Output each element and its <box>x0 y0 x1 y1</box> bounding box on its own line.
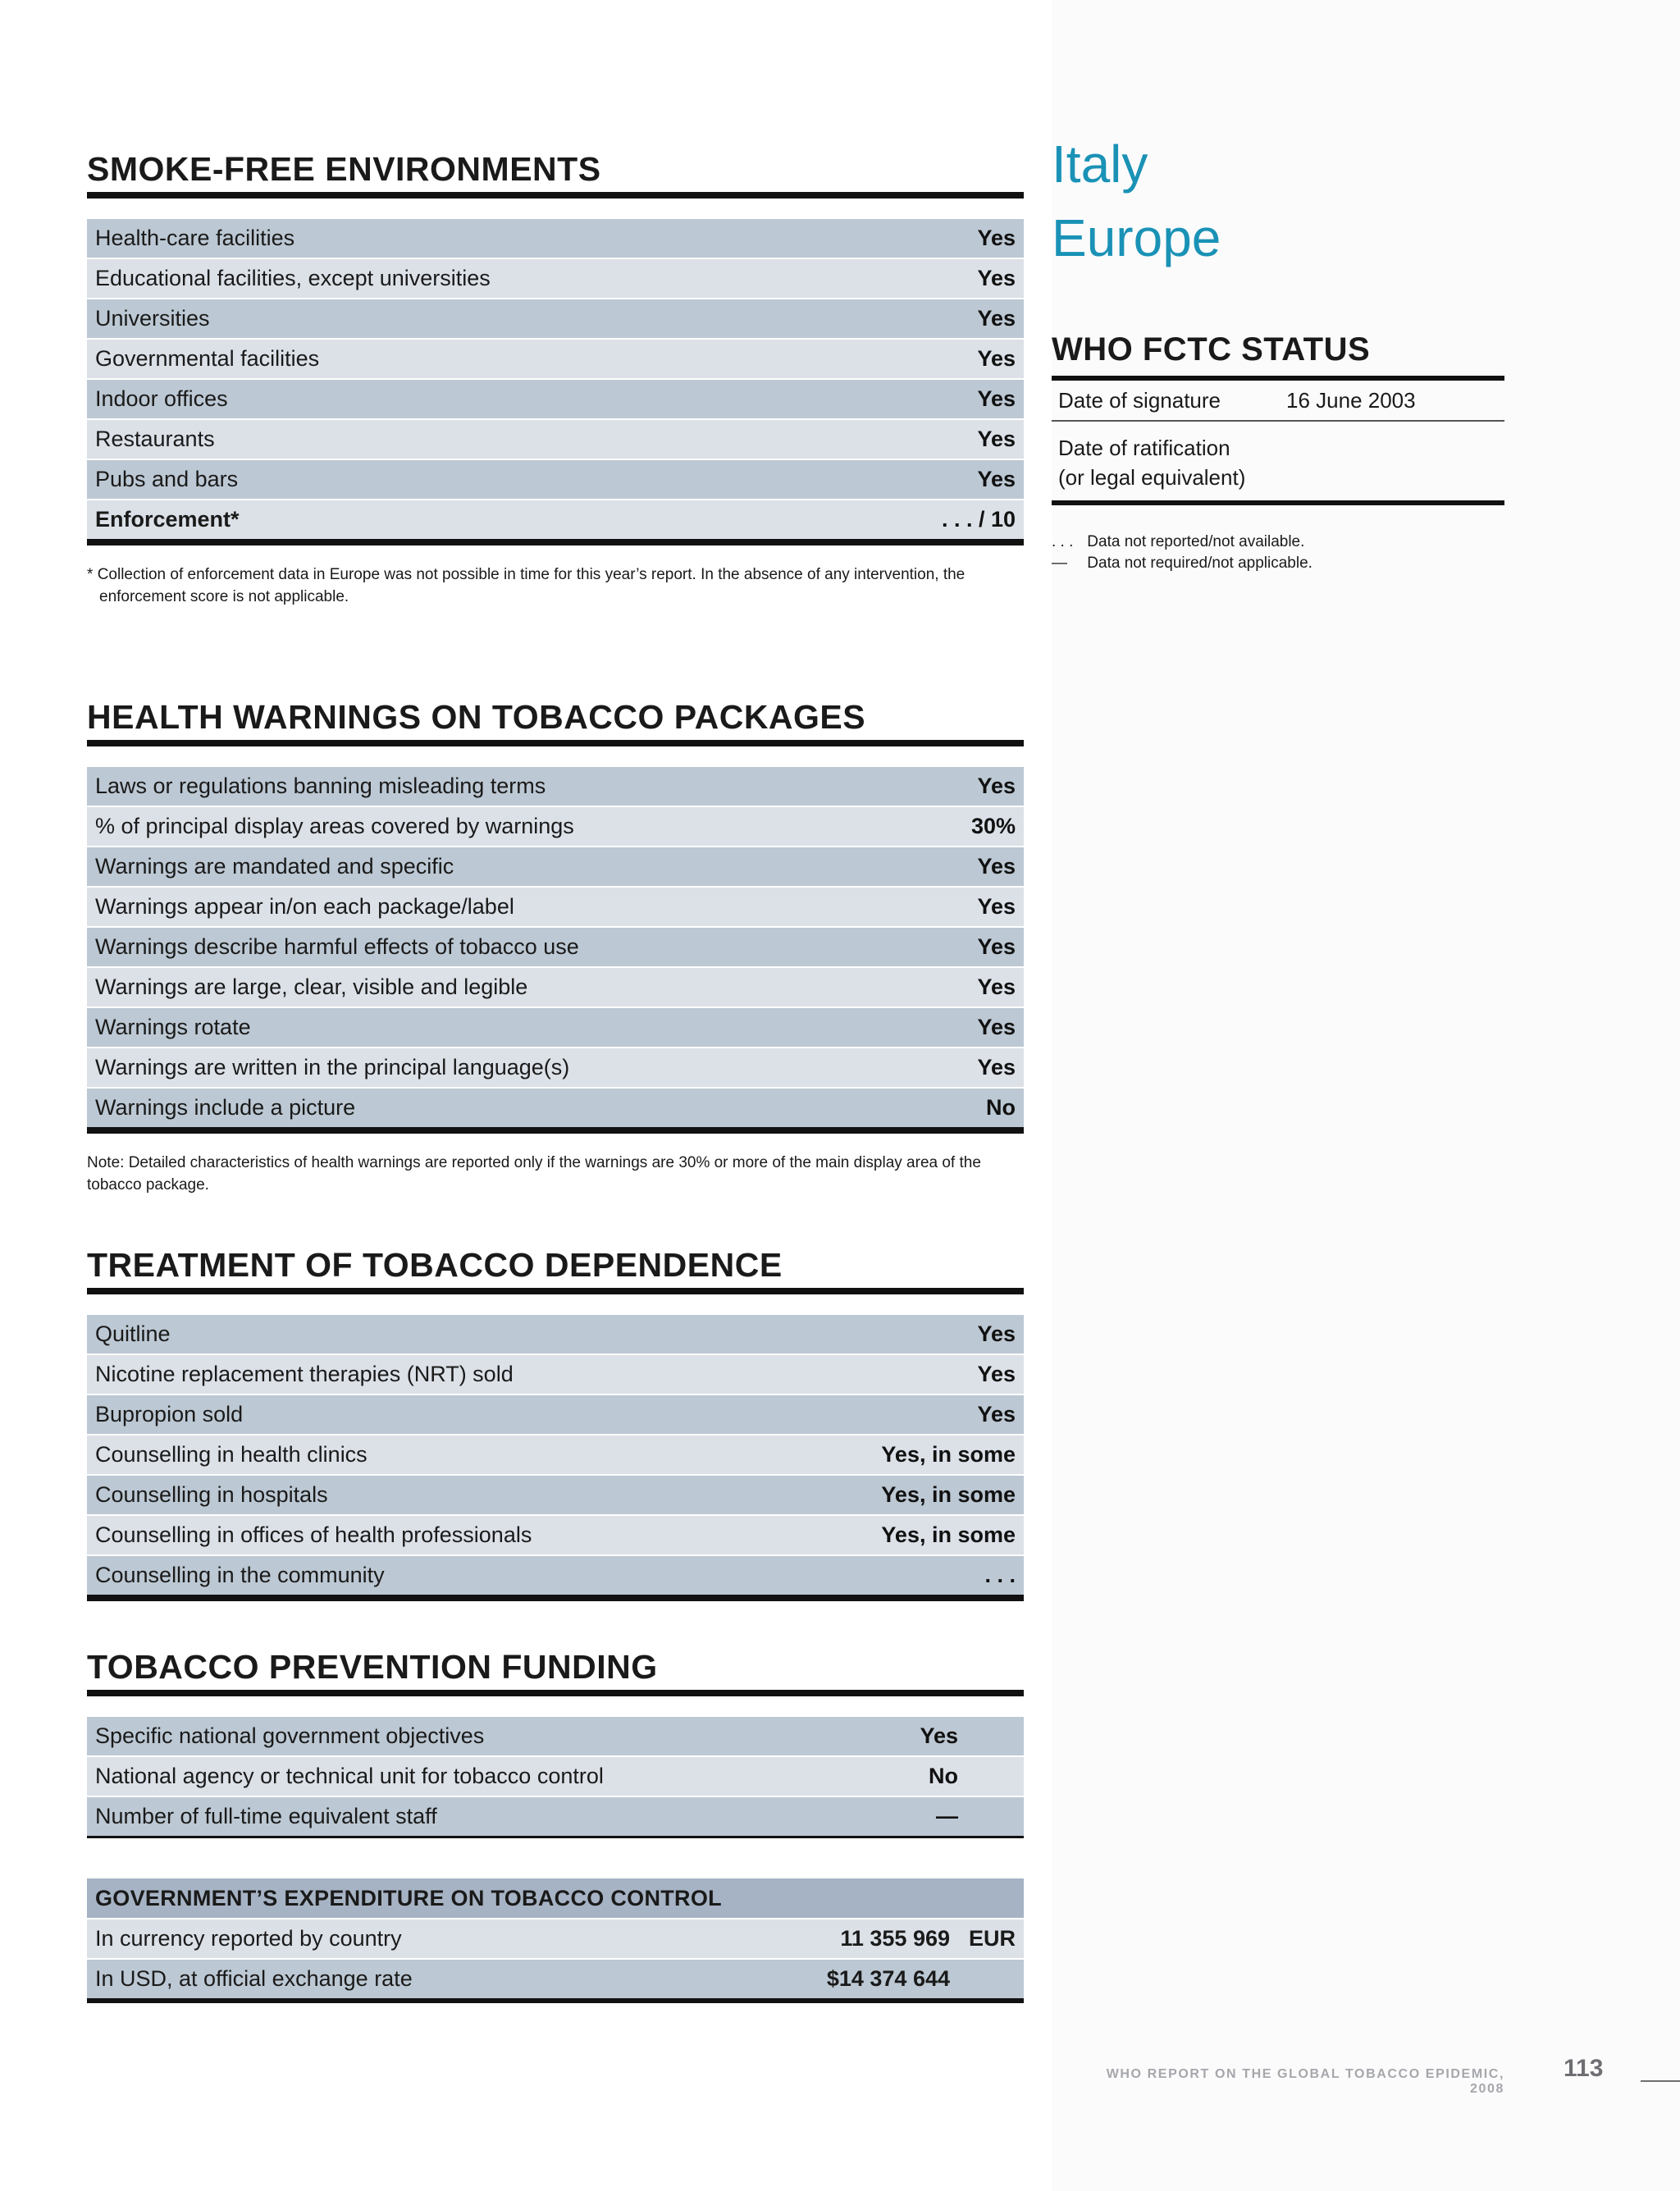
table-row <box>87 259 1024 299</box>
ratification-label-line-1: Date of ratification <box>1058 436 1230 460</box>
row-label: Warnings rotate <box>87 1008 922 1048</box>
row-value: Yes <box>922 928 1024 968</box>
row-value: No <box>922 1089 1024 1127</box>
table-row <box>87 1919 1024 1960</box>
funding-section <box>87 1646 1024 1838</box>
legend-text: Data not reported/not available. <box>1087 533 1305 550</box>
row-value: Yes <box>856 259 1024 299</box>
row-value: Yes <box>922 1008 1024 1048</box>
health-warnings-section <box>87 696 1024 1196</box>
row-label: Counselling in offices of health professionals <box>87 1516 790 1556</box>
table-bottom-rule <box>87 1998 1024 2003</box>
row-value: Yes <box>790 1355 1024 1395</box>
section-rule <box>87 1690 1024 1696</box>
table-bottom-rule <box>87 1836 1024 1838</box>
row-value: Yes <box>922 847 1024 888</box>
page-number-rule <box>1641 2080 1680 2082</box>
row-label: Indoor offices <box>87 380 856 420</box>
table-row <box>87 1516 1024 1556</box>
row-value: Yes <box>790 1315 1024 1355</box>
row-value: Yes <box>856 219 1024 259</box>
row-label: Counselling in the community <box>87 1556 790 1595</box>
row-value: Yes <box>922 968 1024 1008</box>
row-label: Counselling in hospitals <box>87 1476 790 1516</box>
section-title: SMOKE-FREE ENVIRONMENTS <box>87 150 601 188</box>
enforcement-score: . . . / 10 <box>856 500 1024 539</box>
health-warnings-table <box>87 767 1024 1127</box>
table-row <box>87 1315 1024 1355</box>
fctc-status-section <box>1052 328 1504 505</box>
legend-text: Data not required/not applicable. <box>1087 555 1312 572</box>
row-label: Number of full-time equivalent staff <box>87 1797 859 1836</box>
footnote-mark: * <box>87 566 94 583</box>
row-label: Educational facilities, except universities <box>87 259 856 299</box>
table-row <box>87 888 1024 928</box>
table-bottom-rule <box>87 539 1024 545</box>
report-title-footer: WHO REPORT ON THE GLOBAL TOBACCO EPIDEMIC, 2008 <box>1106 2067 1504 2096</box>
footnote-text: Collection of enforcement data in Europe was not possible in time for this year’s report. In the absence of any intervention, the enforcement score is not applicable. <box>97 566 966 605</box>
row-value: Yes <box>856 299 1024 340</box>
row-label: Warnings describe harmful effects of tobacco use <box>87 928 922 968</box>
ratification-label-line-2: (or legal equivalent) <box>1058 465 1246 490</box>
section-rule <box>87 1288 1024 1294</box>
legend-symbol: — <box>1052 555 1067 572</box>
health-warnings-note: Note: Detailed characteristics of health warnings are reported only if the warnings are 30% or more of the main display area of the tobacco package. <box>87 1154 981 1194</box>
row-value: Yes <box>859 1717 1024 1757</box>
section-title: TOBACCO PREVENTION FUNDING <box>87 1648 658 1686</box>
table-bottom-rule <box>87 1127 1024 1134</box>
row-value: Yes, in some <box>790 1516 1024 1556</box>
row-label: Quitline <box>87 1315 790 1355</box>
table-row <box>87 767 1024 807</box>
row-value: Yes <box>856 420 1024 460</box>
table-row <box>87 1436 1024 1476</box>
row-label: Warnings appear in/on each package/label <box>87 888 922 928</box>
currency-code: EUR <box>958 1919 1024 1960</box>
legend-symbol: . . . <box>1052 533 1074 550</box>
fctc-table <box>1052 381 1504 500</box>
row-value: 30% <box>922 807 1024 847</box>
smoke-free-table <box>87 219 1024 539</box>
row-label: Warnings include a picture <box>87 1089 922 1127</box>
enforcement-footnote <box>87 564 1024 608</box>
signature-row <box>1052 381 1504 422</box>
region-title: Europe <box>1052 208 1221 267</box>
row-label: Specific national government objectives <box>87 1717 859 1757</box>
usd-value: $14 374 644 <box>761 1960 958 1998</box>
table-row <box>87 1008 1024 1048</box>
row-label: In USD, at official exchange rate <box>87 1960 761 1998</box>
signature-value: 16 June 2003 <box>1286 387 1416 413</box>
table-row <box>87 1797 1024 1836</box>
row-label: In currency reported by country <box>87 1919 761 1960</box>
expenditure-title: GOVERNMENT’S EXPENDITURE ON TOBACCO CONTROL <box>87 1878 1024 1918</box>
table-row <box>87 968 1024 1008</box>
table-row <box>87 1089 1024 1127</box>
empty-cell <box>958 1960 1024 1998</box>
table-row <box>87 1476 1024 1516</box>
enforcement-label: Enforcement* <box>87 500 856 539</box>
section-title: WHO FCTC STATUS <box>1052 331 1371 367</box>
row-value: Yes <box>922 1048 1024 1089</box>
row-label: National agency or technical unit for tobacco control <box>87 1757 859 1797</box>
table-row <box>87 1960 1024 1998</box>
table-row <box>87 340 1024 380</box>
row-value: . . . <box>790 1556 1024 1595</box>
section-rule <box>87 740 1024 746</box>
page-number: 113 <box>1564 2055 1604 2082</box>
row-label: Warnings are mandated and specific <box>87 847 922 888</box>
table-row <box>87 460 1024 500</box>
funding-table <box>87 1717 1024 1836</box>
row-value: Yes, in some <box>790 1436 1024 1476</box>
row-label: Restaurants <box>87 420 856 460</box>
table-bottom-rule <box>87 1595 1024 1601</box>
row-label: Laws or regulations banning misleading terms <box>87 767 922 807</box>
row-value: Yes <box>856 460 1024 500</box>
row-label: Warnings are large, clear, visible and legible <box>87 968 922 1008</box>
legend-item <box>1052 532 1312 553</box>
currency-value: 11 355 969 <box>761 1919 958 1960</box>
row-value: — <box>859 1797 1024 1836</box>
table-row <box>87 1395 1024 1436</box>
table-row <box>87 219 1024 259</box>
table-row <box>87 299 1024 340</box>
section-title: TREATMENT OF TOBACCO DEPENDENCE <box>87 1246 783 1284</box>
expenditure-section <box>87 1878 1024 2003</box>
signature-label: Date of signature <box>1058 387 1221 413</box>
legend-item <box>1052 553 1312 574</box>
row-label: Health-care facilities <box>87 219 856 259</box>
table-row <box>87 420 1024 460</box>
enforcement-row <box>87 500 1024 539</box>
row-label: Nicotine replacement therapies (NRT) sold <box>87 1355 790 1395</box>
row-value: Yes, in some <box>790 1476 1024 1516</box>
table-row <box>87 1757 1024 1797</box>
section-title: HEALTH WARNINGS ON TOBACCO PACKAGES <box>87 698 866 736</box>
smoke-free-section <box>87 148 1024 608</box>
row-value: Yes <box>922 888 1024 928</box>
legend <box>1052 532 1312 574</box>
row-label: Warnings are written in the principal language(s) <box>87 1048 922 1089</box>
table-row <box>87 1355 1024 1395</box>
table-row <box>87 1717 1024 1757</box>
row-value: Yes <box>856 380 1024 420</box>
row-label: Governmental facilities <box>87 340 856 380</box>
row-value: Yes <box>922 767 1024 807</box>
country-title: Italy <box>1052 135 1148 194</box>
ratification-row <box>1052 422 1504 500</box>
row-label: % of principal display areas covered by warnings <box>87 807 922 847</box>
row-value: No <box>859 1757 1024 1797</box>
table-row <box>87 847 1024 888</box>
table-row <box>87 1048 1024 1089</box>
table-row <box>87 928 1024 968</box>
row-value: Yes <box>790 1395 1024 1436</box>
table-row <box>87 1556 1024 1595</box>
treatment-section <box>87 1244 1024 1601</box>
row-label: Pubs and bars <box>87 460 856 500</box>
row-label: Bupropion sold <box>87 1395 790 1436</box>
table-row <box>87 807 1024 847</box>
row-label: Universities <box>87 299 856 340</box>
treatment-table <box>87 1315 1024 1595</box>
section-rule <box>87 192 1024 199</box>
table-row <box>87 380 1024 420</box>
expenditure-table <box>87 1918 1024 1998</box>
row-value: Yes <box>856 340 1024 380</box>
fctc-bottom-rule <box>1052 500 1504 505</box>
ratification-label <box>1058 433 1286 492</box>
row-label: Counselling in health clinics <box>87 1436 790 1476</box>
